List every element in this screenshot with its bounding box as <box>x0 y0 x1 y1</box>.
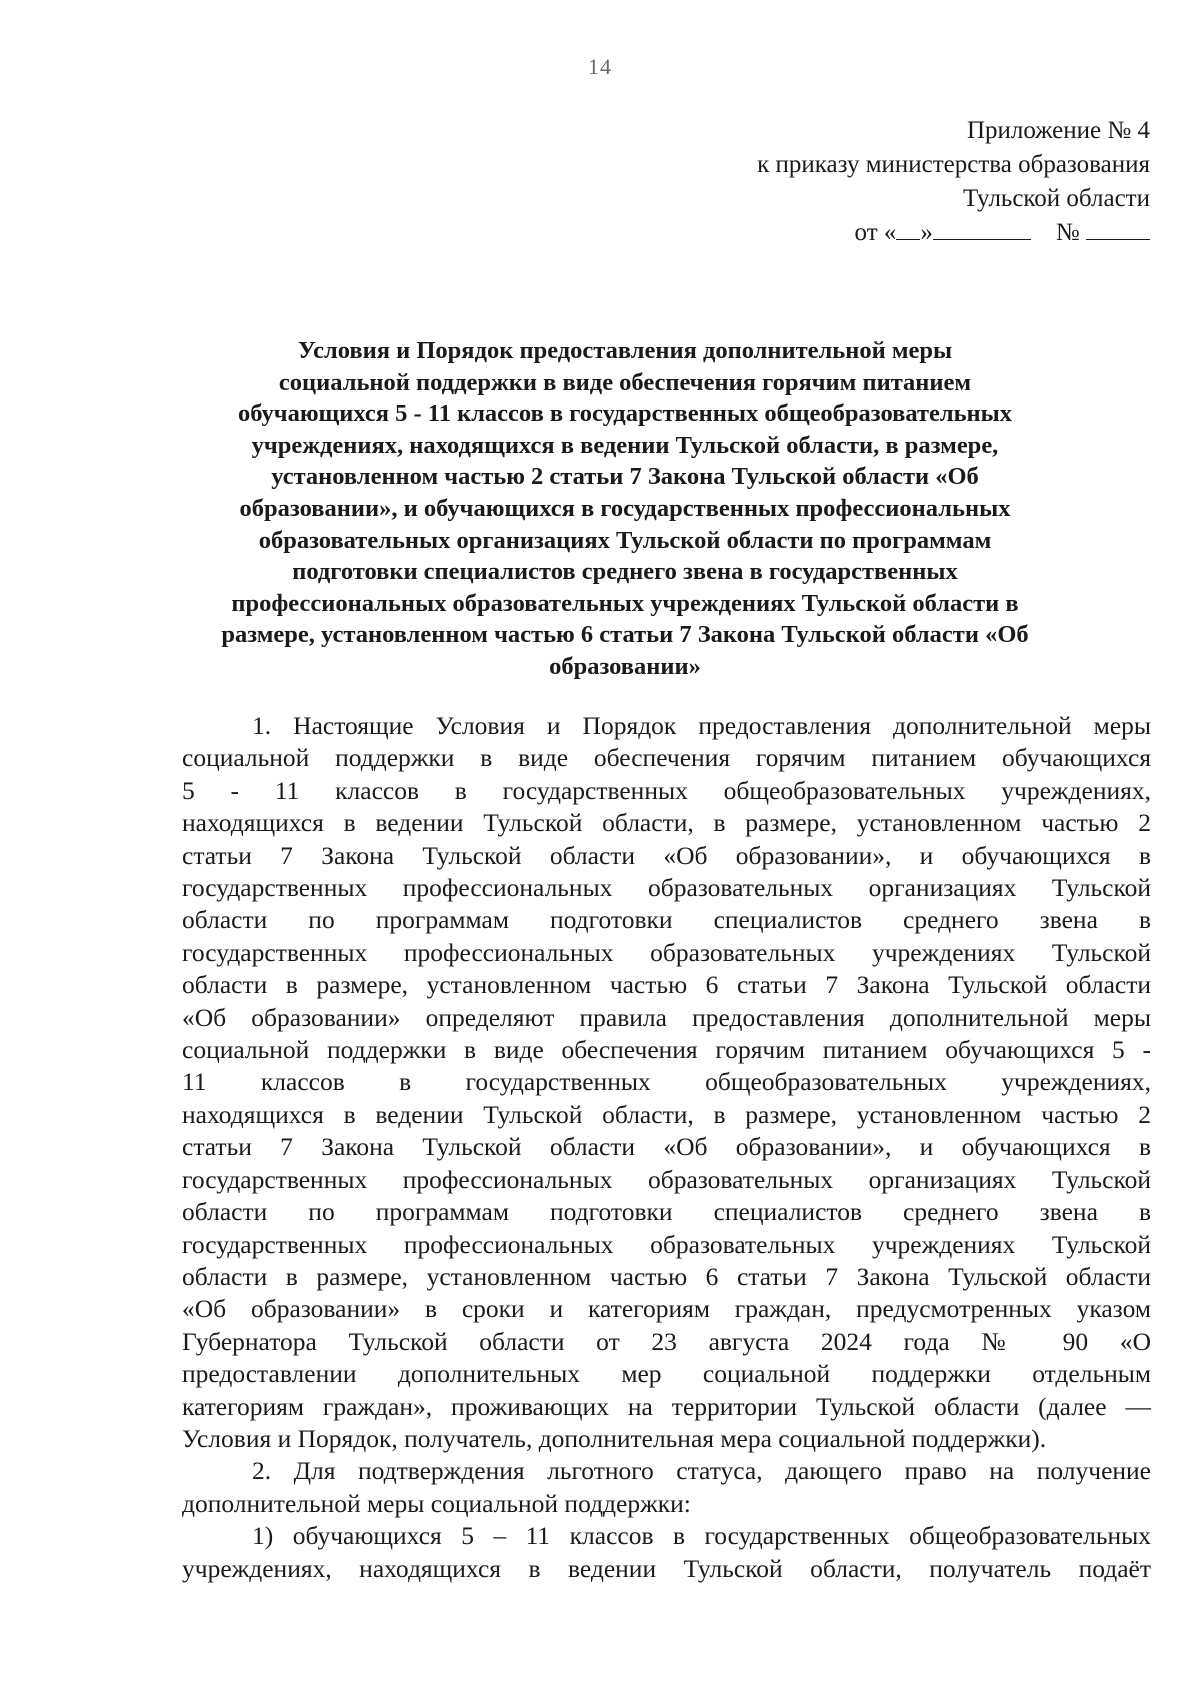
subparagraph-1-line: 1) обучающихся 5 – 11 классов в государственных общеобразовательных <box>252 1521 1151 1551</box>
title-line: Условия и Порядок предоставления дополнительной меры <box>297 337 953 364</box>
paragraph-1-line: предоставлении дополнительных мер социальной поддержки отдельным <box>182 1359 1151 1389</box>
paragraph-1-line: статьи 7 Закона Тульской области «Об образовании», и обучающихся в <box>182 840 1151 870</box>
title-line: размере, установленном частью 6 статьи 7 Закона Тульской области «Об <box>221 621 1029 649</box>
paragraph-1-line: социальной поддержки в виде обеспечения горячим питанием обучающихся <box>182 743 1151 773</box>
paragraph-1-line: находящихся в ведении Тульской области, в размере, установленном частью 2 <box>182 1099 1151 1129</box>
paragraph-1-line: категориям граждан», проживающих на территории Тульской области (далее — <box>182 1391 1151 1421</box>
paragraph-1-line: области в размере, установленном частью 6 статьи 7 Закона Тульской области <box>182 970 1151 1000</box>
paragraph-1-line: «Об образовании» в сроки и категориям граждан, предусмотренных указом <box>182 1294 1151 1324</box>
subparagraph-1-line: учреждениях, находящихся в ведении Тульской области, получатель подаёт <box>182 1553 1151 1583</box>
paragraph-1-line: «Об образовании» определяют правила предоставления дополнительной меры <box>182 1002 1151 1032</box>
month-blank <box>933 219 1031 240</box>
paragraph-1-line: области по программам подготовки специалистов среднего звена в <box>182 905 1151 935</box>
paragraph-1-line: области по программам подготовки специалистов среднего звена в <box>182 1197 1151 1227</box>
paragraph-1-line: 1. Настоящие Условия и Порядок предоставления дополнительной меры <box>252 711 1151 740</box>
appendix-region-line: Тульской области <box>963 185 1150 212</box>
title-line: социальной поддержки в виде обеспечения горячим питанием <box>278 368 972 396</box>
paragraph-1-line: 5 - 11 классов в государственных общеобразовательных учреждениях, <box>182 775 1151 805</box>
title-line: обучающихся 5 - 11 классов в государственных общеобразовательных <box>237 400 1013 428</box>
date-prefix: от « <box>854 219 897 246</box>
page-number: 14 <box>588 54 612 79</box>
paragraph-1-line: Условия и Порядок, получатель, дополнительная мера социальной поддержки). <box>182 1423 1047 1453</box>
paragraph-1-line: государственных профессиональных образовательных учреждениях Тульской <box>182 937 1151 967</box>
paragraph-2-line: дополнительной меры социальной поддержки: <box>182 1488 691 1518</box>
appendix-header <box>590 114 1150 250</box>
day-blank <box>896 219 920 240</box>
paragraph-1-line: статьи 7 Закона Тульской области «Об образовании», и обучающихся в <box>182 1132 1151 1162</box>
appendix-date-line <box>590 216 1150 250</box>
date-mid: » <box>920 219 933 246</box>
appendix-order-line: к приказу министерства образования <box>757 151 1150 178</box>
body-text <box>182 710 1151 1585</box>
paragraph-1-line: государственных профессиональных образовательных организациях Тульской <box>182 1164 1151 1194</box>
paragraph-1-line: находящихся в ведении Тульской области, в размере, установленном частью 2 <box>182 808 1151 838</box>
title-line: установленном частью 2 статьи 7 Закона Тульской области «Об <box>271 463 979 491</box>
paragraph-1-line: Губернатора Тульской области от 23 августа 2024 года № 90 «О <box>182 1326 1151 1356</box>
title-line: образовании», и обучающихся в государственных профессиональных <box>239 494 1011 522</box>
paragraph-1-line: государственных профессиональных образовательных организациях Тульской <box>182 873 1151 903</box>
title-line: подготовки специалистов среднего звена в государственных <box>292 558 958 586</box>
title-line: учреждениях, находящихся в ведении Тульской области, в размере, <box>251 431 999 459</box>
paragraph-1-line: области в размере, установленном частью 6 статьи 7 Закона Тульской области <box>182 1261 1151 1291</box>
paragraph-1-line: государственных профессиональных образовательных учреждениях Тульской <box>182 1229 1151 1259</box>
document-title <box>190 335 1060 683</box>
number-sign: № <box>1055 219 1080 246</box>
paragraph-2-line: 2. Для подтверждения льготного статуса, дающего право на получение <box>252 1456 1151 1486</box>
title-line: образовательных организациях Тульской области по программам <box>258 526 992 554</box>
number-blank <box>1086 219 1150 240</box>
title-line: образовании» <box>549 652 701 680</box>
paragraph-1-line: 11 классов в государственных общеобразовательных учреждениях, <box>182 1067 1151 1097</box>
appendix-title: Приложение № 4 <box>966 117 1150 144</box>
title-line: профессиональных образовательных учреждениях Тульской области в <box>231 589 1019 617</box>
paragraph-1-line: социальной поддержки в виде обеспечения горячим питанием обучающихся 5 - <box>182 1035 1151 1065</box>
